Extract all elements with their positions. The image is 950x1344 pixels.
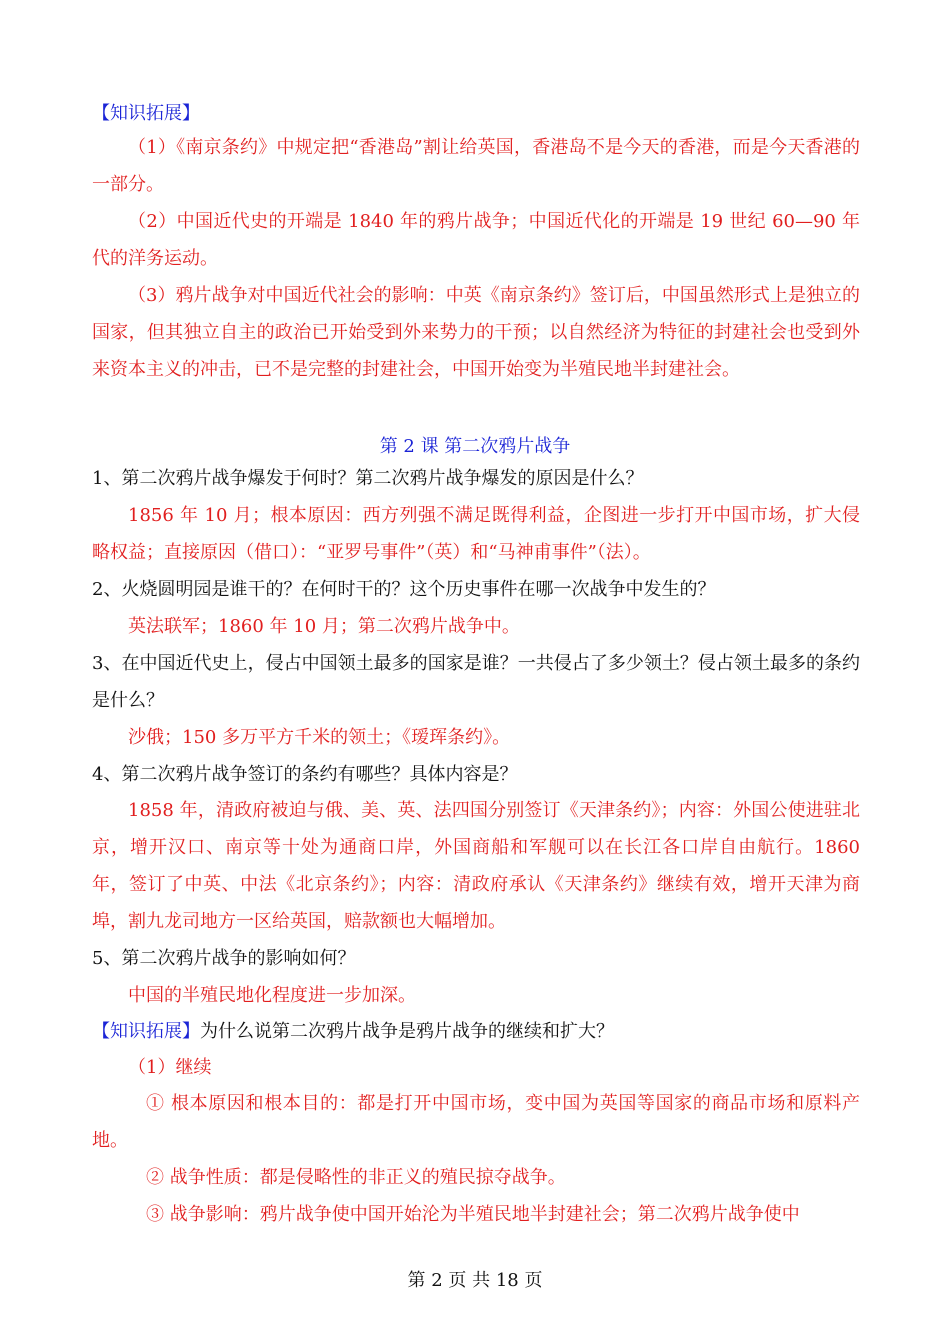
extension-question-line	[92, 1013, 860, 1050]
answer-4: 1858 年，清政府被迫与俄、美、英、法四国分别签订《天津条约》；内容：外国公使进驻北京，增开汉口、南京等十处为通商口岸，外国商船和军舰可以在长江各口岸自由航行。1860 年，签订了中英、中法《北京条约》；内容：清政府承认《天津条约》继续有效，增开天津为商埠，割九龙司地方一区给英国，赔款额也大幅增加。	[92, 800, 860, 932]
lesson-title: 第 2 课 第二次鸦片战争	[379, 436, 571, 457]
page-footer: 第 2 页 共 18 页	[407, 1270, 543, 1291]
question-1: 1、第二次鸦片战争爆发于何时？第二次鸦片战争爆发的原因是什么？	[92, 468, 644, 489]
extension-item-2: ② 战争性质：都是侵略性的非正义的殖民掠夺战争。	[146, 1167, 566, 1188]
extension-question: 为什么说第二次鸦片战争是鸦片战争的继续和扩大？	[200, 1021, 614, 1042]
question-4: 4、第二次鸦片战争签订的条约有哪些？具体内容是？	[92, 764, 518, 785]
answer-5: 中国的半殖民地化程度进一步加深。	[128, 985, 416, 1006]
knowledge-extension-tag-2: 【知识拓展】	[92, 1021, 200, 1042]
question-3: 3、在中国近代史上，侵占中国领土最多的国家是谁？一共侵占了多少领土？侵占领土最多的条约是什么？	[92, 653, 860, 711]
knowledge-extension-tag-1: 【知识拓展】	[92, 103, 200, 124]
extension-subheading: （1）继续	[128, 1057, 212, 1078]
extension-paragraph-1: （1）《南京条约》中规定把“香港岛”割让给英国，香港岛不是今天的香港，而是今天香港的一部分。	[92, 137, 860, 195]
extension-paragraph-2: （2）中国近代史的开端是 1840 年的鸦片战争；中国近代化的开端是 19 世纪 60—90 年代的洋务运动。	[92, 211, 860, 269]
extension-paragraph-3: （3）鸦片战争对中国近代社会的影响：中英《南京条约》签订后，中国虽然形式上是独立的国家，但其独立自主的政治已开始受到外来势力的干预；以自然经济为特征的封建社会也受到外来资本主义的冲击，已不是完整的封建社会，中国开始变为半殖民地半封建社会。	[92, 285, 860, 380]
answer-3: 沙俄；150 多万平方千米的领土；《瑷珲条约》。	[128, 727, 511, 748]
answer-2: 英法联军；1860 年 10 月；第二次鸦片战争中。	[128, 616, 520, 637]
question-5: 5、第二次鸦片战争的影响如何？	[92, 948, 356, 969]
question-2: 2、火烧圆明园是谁干的？在何时干的？这个历史事件在哪一次战争中发生的？	[92, 579, 716, 600]
extension-item-3: ③ 战争影响：鸦片战争使中国开始沦为半殖民地半封建社会；第二次鸦片战争使中	[146, 1204, 800, 1225]
extension-item-1: ① 根本原因和根本目的：都是打开中国市场，变中国为英国等国家的商品市场和原料产地。	[92, 1093, 860, 1151]
answer-1: 1856 年 10 月；根本原因：西方列强不满足既得利益，企图进一步打开中国市场，扩大侵略权益；直接原因（借口）：“亚罗号事件”（英）和“马神甫事件”（法）。	[92, 505, 860, 563]
